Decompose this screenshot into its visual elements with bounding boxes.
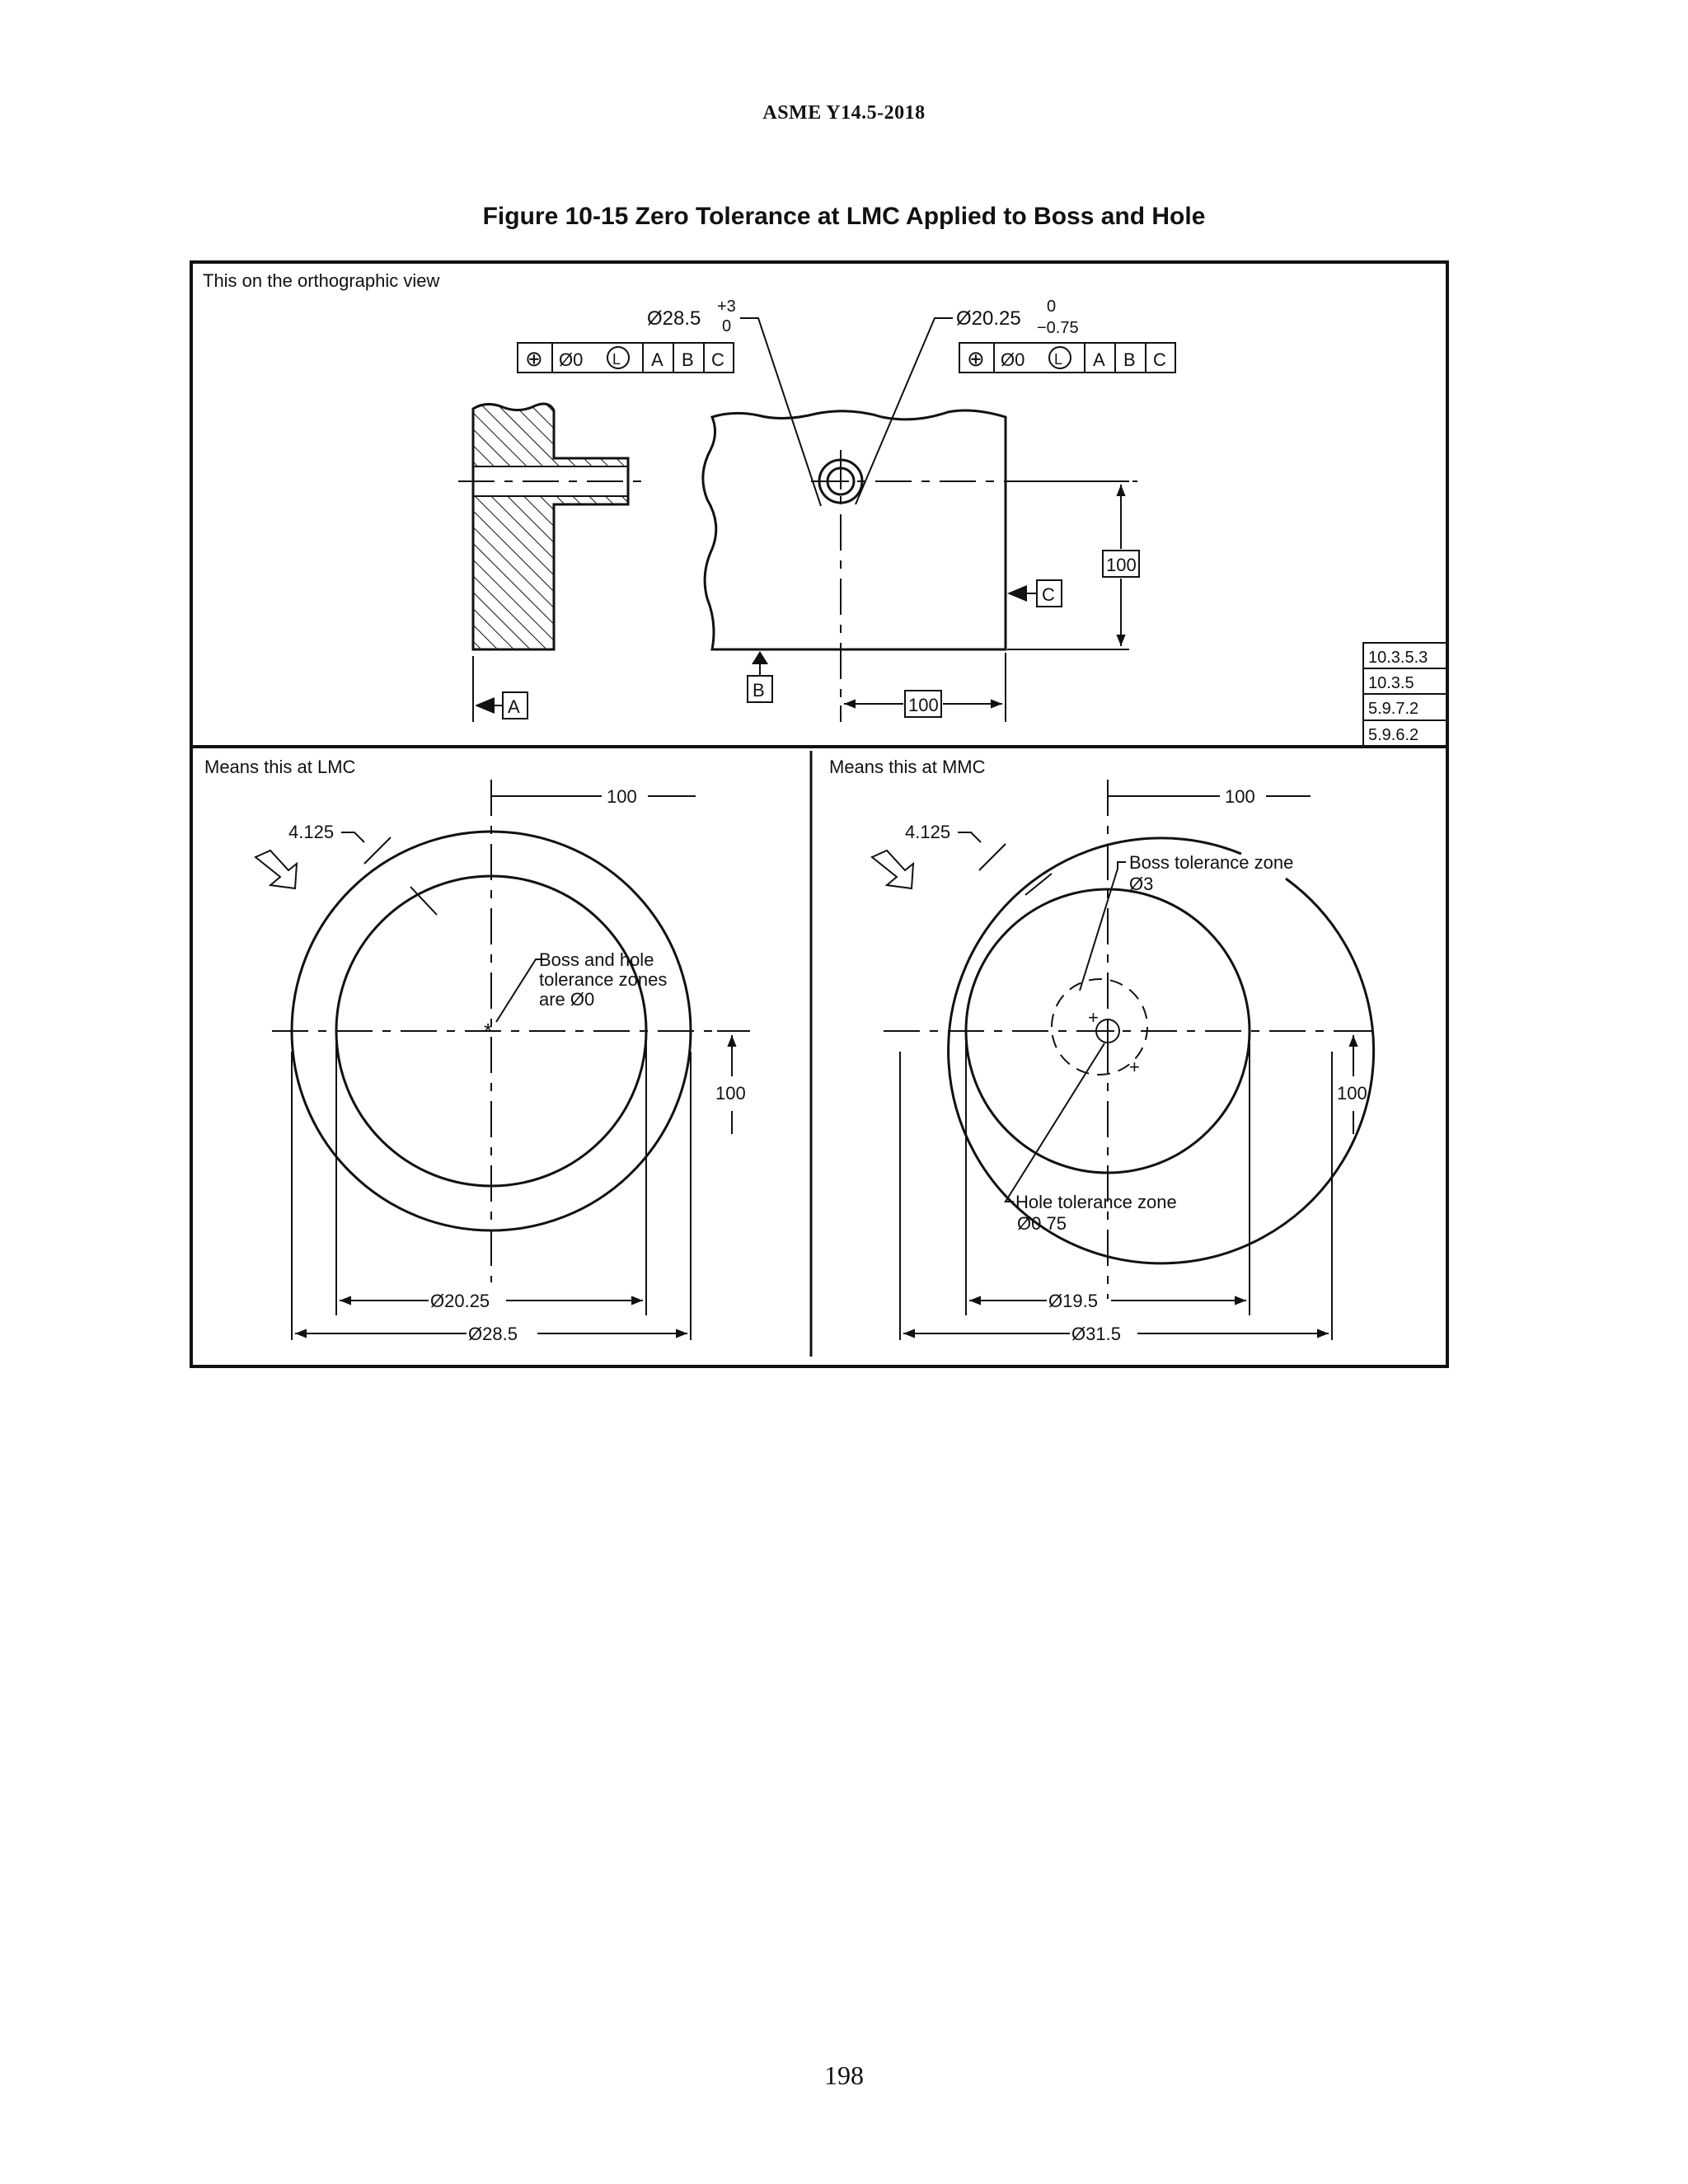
mmc-panel	[829, 757, 1374, 1344]
basic-dim-value: 100	[1106, 555, 1137, 575]
datum-b-feature	[748, 651, 772, 702]
datum-a-feature	[473, 656, 528, 722]
page-number: 198	[824, 2060, 864, 2090]
lmc-top-dimension: 100	[607, 786, 637, 807]
mmc-panel-caption: Means this at MMC	[829, 757, 986, 777]
hole-lower-tolerance: −0.75	[1037, 319, 1079, 337]
position-symbol: ⊕	[525, 346, 543, 371]
figure-frame	[191, 262, 1447, 1366]
top-panel-caption: This on the orthographic view	[203, 270, 440, 291]
datum-c-label: C	[1042, 584, 1055, 605]
reference-item: 5.9.6.2	[1368, 726, 1419, 744]
lmc-modifier: L	[1054, 351, 1063, 368]
datum-c-feature	[1007, 580, 1062, 607]
reference-item: 10.3.5.3	[1368, 649, 1428, 667]
mmc-side-dimension: 100	[1337, 1083, 1367, 1104]
position-symbol: ⊕	[967, 346, 985, 371]
fcf-datum-b: B	[1123, 349, 1136, 370]
lmc-note-line: tolerance zones	[539, 969, 668, 990]
reference-table	[1363, 643, 1447, 747]
zone-corner-marker: +	[1129, 1057, 1140, 1077]
boss-size-dimension: Ø28.5	[647, 307, 701, 330]
front-view	[703, 410, 1137, 705]
mmc-outer-diameter: Ø31.5	[1071, 1324, 1121, 1344]
running-header: ASME Y14.5-2018	[762, 102, 926, 124]
reference-item: 10.3.5	[1368, 674, 1414, 692]
fcf-datum-a: A	[1093, 349, 1105, 370]
view-arrow-icon	[256, 851, 297, 888]
basic-dimension-vertical	[1007, 481, 1139, 649]
lmc-note-line: are Ø0	[539, 989, 595, 1010]
lmc-outer-diameter: Ø28.5	[468, 1324, 518, 1344]
lmc-note-line: Boss and hole	[539, 949, 654, 970]
mmc-boss-zone-value: Ø3	[1129, 874, 1154, 894]
mmc-boss-zone-label: Boss tolerance zone	[1129, 852, 1294, 873]
hole-upper-tolerance: 0	[1047, 298, 1057, 316]
mmc-hole-zone-label: Hole tolerance zone	[1015, 1192, 1177, 1212]
lmc-modifier: L	[612, 351, 621, 368]
mmc-hole-zone-value: Ø0.75	[1017, 1213, 1067, 1234]
lmc-panel-caption: Means this at LMC	[204, 757, 356, 777]
top-panel	[203, 270, 1447, 747]
zone-corner-marker: +	[1088, 1007, 1099, 1028]
fcf-datum-a: A	[651, 349, 663, 370]
engineering-drawing	[190, 260, 1459, 1381]
figure-title: Figure 10-15 Zero Tolerance at LMC Applied to Boss and Hole	[482, 203, 1206, 230]
boss-lower-tolerance: 0	[722, 317, 732, 335]
fcf-datum-c: C	[711, 349, 724, 370]
fcf-datum-c: C	[1153, 349, 1166, 370]
lmc-wall-thickness: 4.125	[288, 822, 335, 842]
basic-dimension-horizontal	[841, 653, 1006, 722]
datum-b-label: B	[753, 680, 765, 701]
boss-upper-tolerance: +3	[717, 298, 736, 316]
view-arrow-icon	[872, 851, 913, 888]
mmc-top-dimension: 100	[1225, 786, 1255, 807]
lmc-side-dimension: 100	[715, 1083, 746, 1104]
mmc-wall-thickness: 4.125	[905, 822, 951, 842]
basic-dim-value: 100	[908, 695, 939, 715]
lmc-panel	[204, 757, 750, 1344]
fcf-tolerance: Ø0	[1001, 349, 1025, 370]
datum-a-label: A	[508, 696, 520, 717]
fcf-hole	[959, 343, 1175, 373]
zero-zone-marker: *	[484, 1019, 493, 1043]
fcf-boss	[518, 343, 734, 373]
section-view	[458, 404, 647, 649]
lmc-inner-diameter: Ø20.25	[430, 1291, 490, 1311]
reference-item: 5.9.7.2	[1368, 700, 1419, 718]
fcf-tolerance: Ø0	[559, 349, 584, 370]
fcf-datum-b: B	[682, 349, 694, 370]
hole-size-dimension: Ø20.25	[956, 307, 1021, 330]
mmc-inner-diameter: Ø19.5	[1048, 1291, 1098, 1311]
